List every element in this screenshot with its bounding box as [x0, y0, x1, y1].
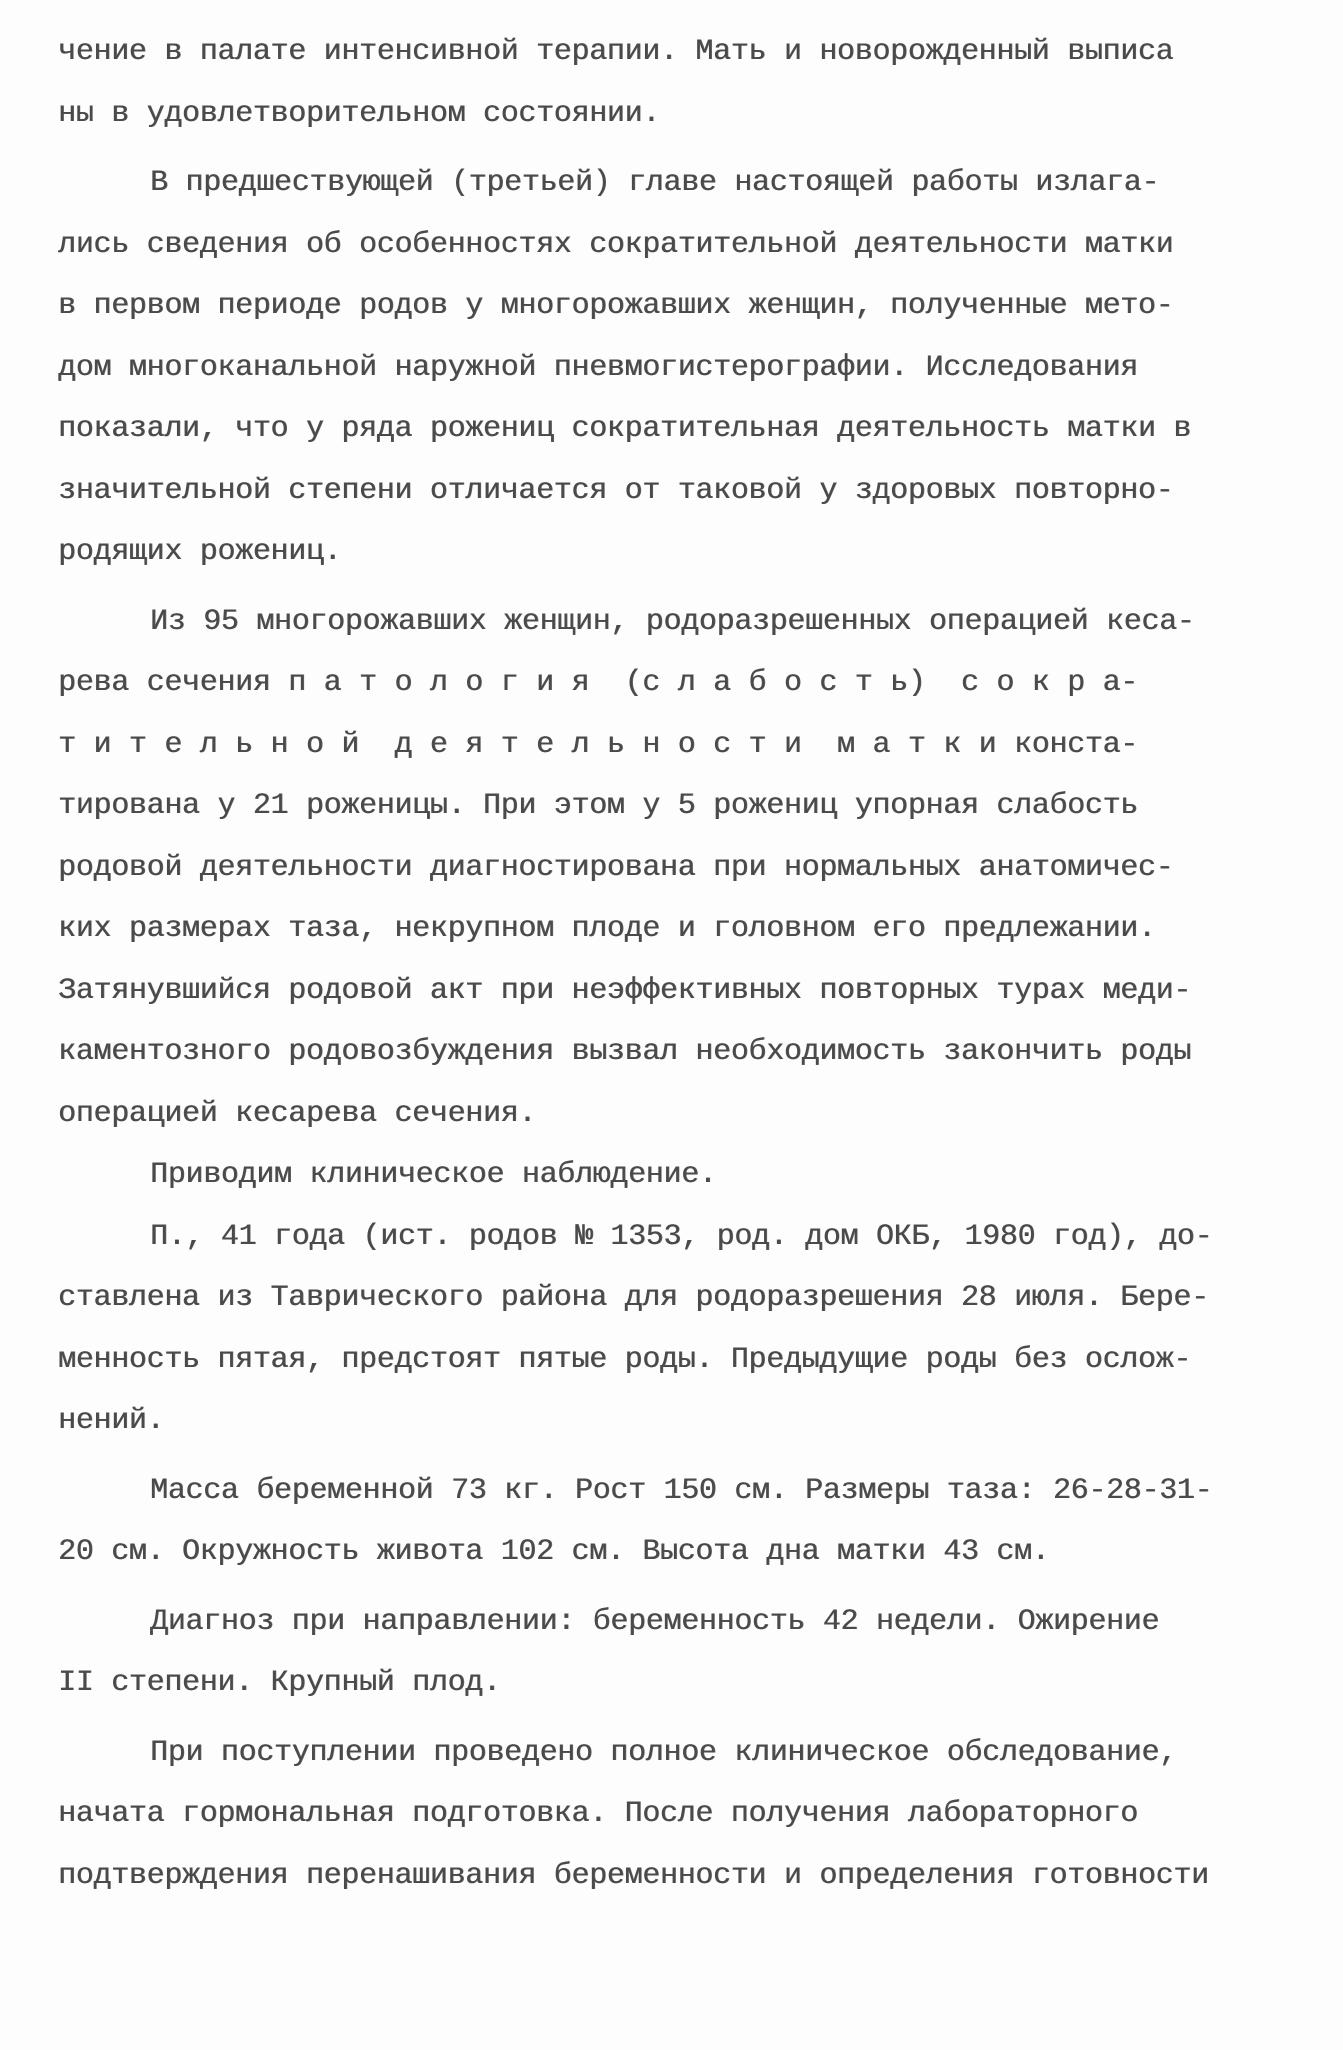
paragraph-first-line: Из 95 многорожавших женщин, родоразрешенных операцией кеса-	[150, 604, 1195, 639]
text-line: рева сечения п а т о л о г и я (с л а б о с т ь) с о к р а-	[58, 666, 1138, 700]
text-line: Затянувшийся родовой акт при неэффективных повторных турах меди-	[58, 973, 1191, 1008]
text-line: менность пятая, предстоят пятые роды. Предыдущие роды без ослож-	[58, 1342, 1191, 1377]
paragraph-first-line: Масса беременной 73 кг. Рост 150 см. Размеры таза: 26-28-31-	[150, 1473, 1213, 1508]
paragraph-first-line: П., 41 года (ист. родов № 1353, род. дом ОКБ, 1980 год), до-	[150, 1219, 1213, 1254]
text-line: начата гормональная подготовка. После получения лабораторного	[58, 1797, 1138, 1831]
text-line: II степени. Крупный плод.	[58, 1666, 501, 1700]
text-line: ны в удовлетворительном состоянии.	[58, 96, 660, 131]
text-line: ставлена из Таврического района для родоразрешения 28 июля. Бере-	[58, 1281, 1209, 1315]
paragraph-first-line: В предшествующей (третьей) главе настоящей работы излага-	[150, 166, 1160, 200]
text-line: подтверждения перенашивания беременности и определения готовности	[58, 1858, 1209, 1893]
text-line: родящих рожениц.	[58, 535, 342, 569]
text-line: чение в палате интенсивной терапии. Мать и новорожденный выписа	[58, 35, 1174, 69]
text-line: каментозного родовозбуждения вызвал необходимость закончить роды	[58, 1035, 1191, 1069]
text-line: показали, что у ряда рожениц сократительная деятельность матки в	[58, 412, 1191, 446]
text-line: значительной степени отличается от таковой у здоровых повторно-	[58, 473, 1174, 508]
paragraph-first-line: Диагноз при направлении: беременность 42 недели. Ожирение	[150, 1604, 1160, 1639]
text-line: нений.	[58, 1404, 165, 1438]
text-line: родовой деятельности диагностирована при нормальных анатомичес-	[58, 850, 1174, 885]
text-line: т и т е л ь н о й д е я т е л ь н о с т и м а т к и конста-	[58, 727, 1138, 762]
text-line: дом многоканальной наружной пневмогистерографии. Исследования	[58, 350, 1138, 385]
typescript-body	[58, 22, 1298, 1907]
text-line: операцией кесарева сечения.	[58, 1096, 536, 1131]
text-line: в первом периоде родов у многорожавших женщин, полученные мето-	[58, 289, 1174, 323]
paragraph-first-line: При поступлении проведено полное клиническое обследование,	[150, 1735, 1177, 1770]
text-line: лись сведения об особенностях сократительной деятельности матки	[58, 227, 1174, 262]
text-line: 20 см. Окружность живота 102 см. Высота дна матки 43 см.	[58, 1535, 1050, 1569]
text-line: ких размерах таза, некрупном плоде и головном его предлежании.	[58, 912, 1156, 946]
paragraph-first-line: Приводим клиническое наблюдение.	[150, 1158, 717, 1192]
text-line: тирована у 21 роженицы. При этом у 5 рожениц упорная слабость	[58, 789, 1138, 823]
